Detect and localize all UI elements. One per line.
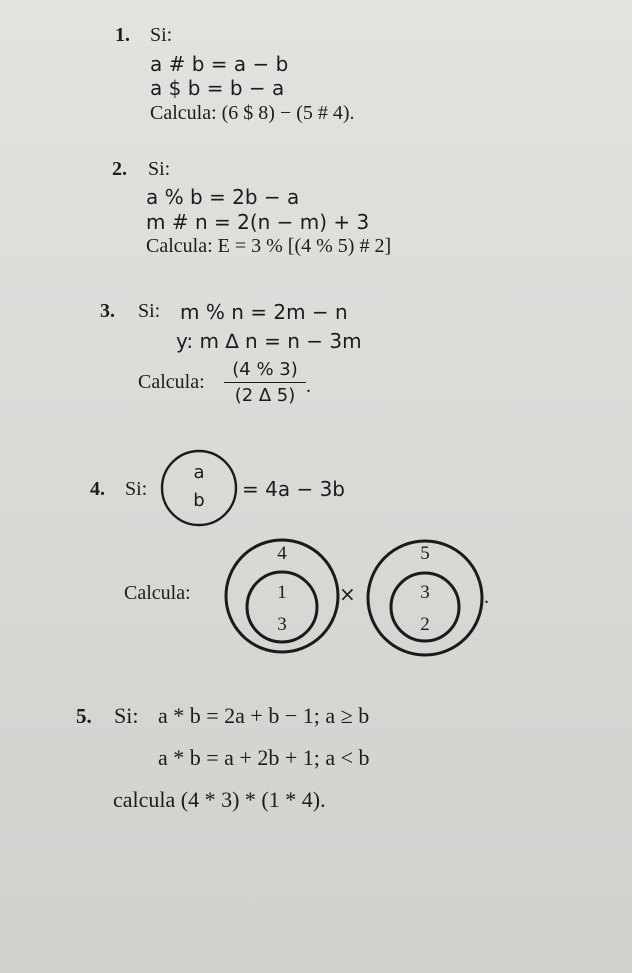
left-inner-top-number: 1 bbox=[277, 582, 287, 603]
problem-1-task: Calcula: (6 $ 8) − (5 # 4). bbox=[150, 102, 355, 124]
problem-4-number: 4. bbox=[90, 478, 105, 500]
problem-2-number: 2. bbox=[112, 158, 127, 180]
problem-4-definition: = 4a − 3b bbox=[242, 477, 345, 501]
right-outer-number: 5 bbox=[420, 543, 430, 564]
problem-5-line-2: a * b = a + 2b + 1; a < b bbox=[158, 745, 370, 770]
problem-4-end: . bbox=[484, 586, 489, 608]
left-inner-bottom-number: 3 bbox=[277, 614, 287, 635]
problem-3-intro: Si: bbox=[138, 300, 161, 322]
problem-5-line-1: a * b = 2a + b − 1; a ≥ b bbox=[158, 703, 370, 728]
problem-3-task-label: Calcula: bbox=[138, 371, 205, 393]
problem-1-intro: Si: bbox=[150, 24, 173, 46]
problem-2-line-2: m # n = 2(n − m) + 3 bbox=[146, 210, 370, 234]
problem-3-fraction-end: . bbox=[306, 375, 311, 397]
fraction-denominator: (2 ∆ 5) bbox=[234, 385, 296, 406]
problem-3-number: 3. bbox=[100, 300, 115, 322]
multiply-operator: × bbox=[339, 582, 356, 606]
right-inner-top-number: 3 bbox=[420, 582, 430, 603]
circle-top-letter: a bbox=[193, 462, 205, 483]
problem-1-number: 1. bbox=[115, 24, 130, 46]
problem-4-task-label: Calcula: bbox=[124, 582, 191, 604]
problem-2-task: Calcula: E = 3 % [(4 % 5) # 2] bbox=[146, 235, 392, 257]
problem-5-intro: Si: bbox=[114, 703, 139, 728]
problem-2-line-1: a % b = 2b − a bbox=[146, 185, 300, 209]
left-outer-number: 4 bbox=[277, 543, 287, 564]
problem-2-intro: Si: bbox=[148, 158, 171, 180]
problem-3-line-2: y: m ∆ n = n − 3m bbox=[176, 329, 362, 353]
problem-5-number: 5. bbox=[76, 704, 92, 728]
right-inner-bottom-number: 2 bbox=[420, 614, 430, 635]
problem-4-intro: Si: bbox=[125, 478, 148, 500]
problem-1-line-2: a $ b = b − a bbox=[150, 76, 285, 100]
fraction-numerator: (4 % 3) bbox=[232, 359, 298, 380]
problem-5-task: calcula (4 * 3) * (1 * 4). bbox=[113, 787, 326, 812]
circle-bottom-letter: b bbox=[193, 490, 205, 511]
problem-3-line-1: m % n = 2m − n bbox=[180, 300, 348, 324]
problem-1-line-1: a # b = a − b bbox=[150, 52, 289, 76]
